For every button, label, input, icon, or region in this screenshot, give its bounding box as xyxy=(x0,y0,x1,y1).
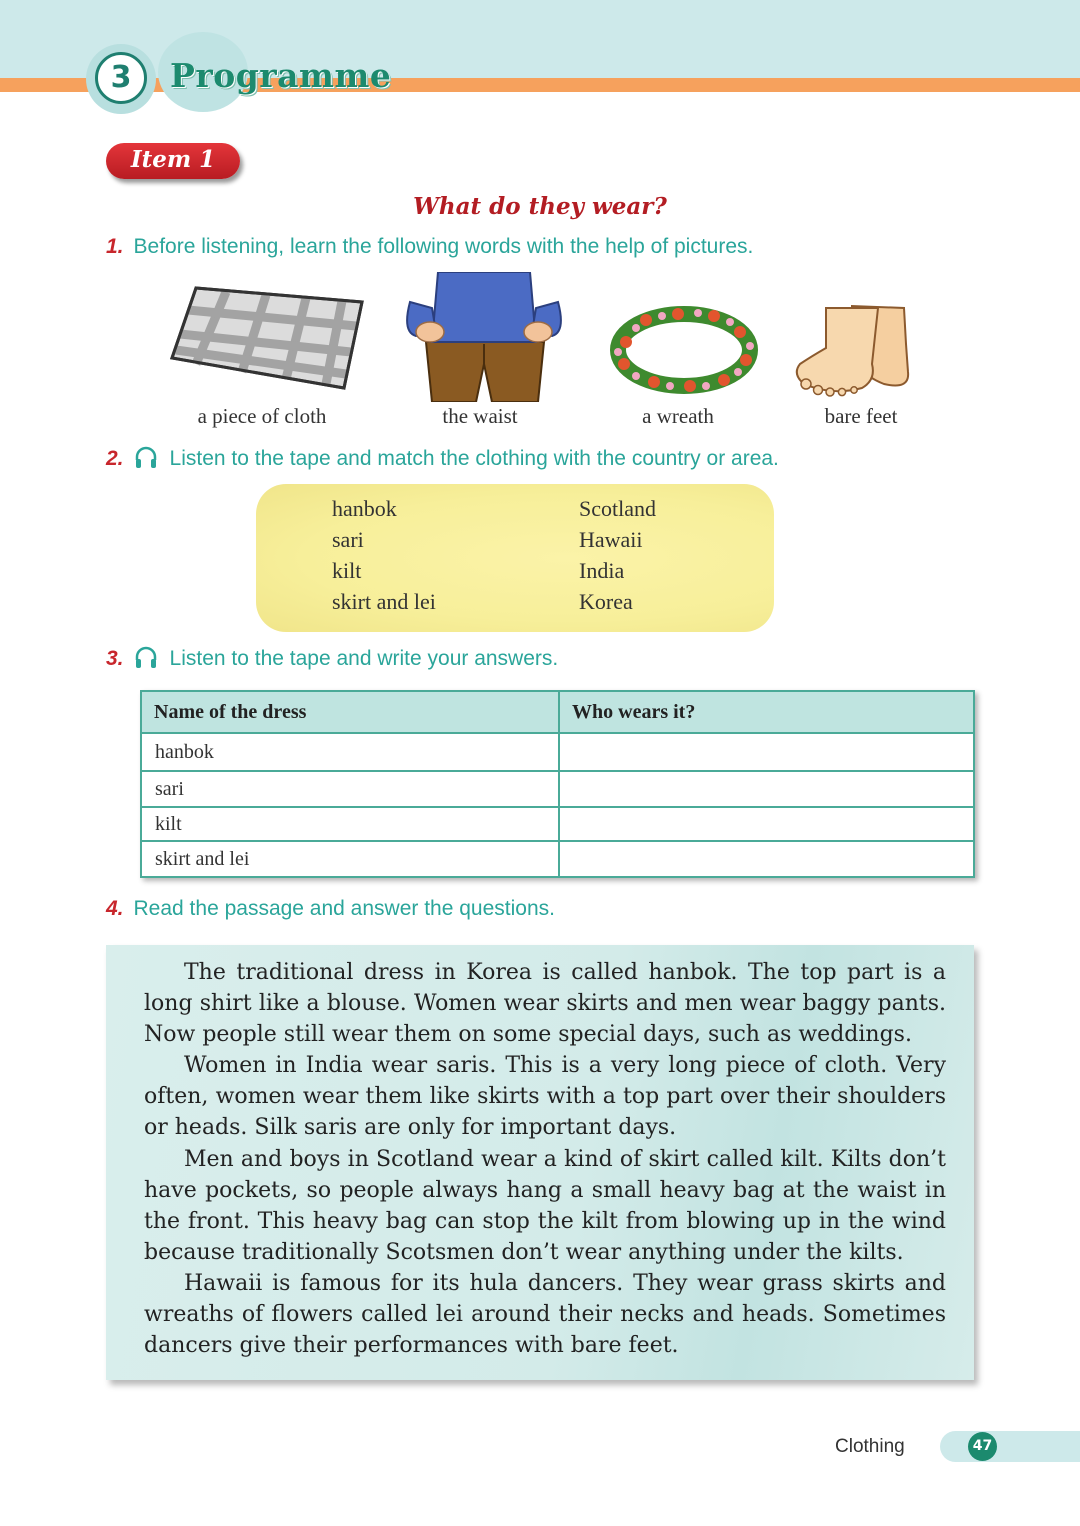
task-text: Read the passage and answer the questions. xyxy=(133,897,555,920)
clothing-column xyxy=(332,493,436,617)
match-item[interactable]: India xyxy=(579,558,625,583)
column-header: Name of the dress xyxy=(141,691,559,733)
table-header-row xyxy=(141,691,974,733)
match-item[interactable]: kilt xyxy=(332,558,362,583)
match-item[interactable]: Korea xyxy=(579,589,633,614)
headphones-icon xyxy=(134,446,158,470)
table-row xyxy=(141,841,974,877)
match-item[interactable]: sari xyxy=(332,527,364,552)
item-tag: Item 1 xyxy=(106,143,240,179)
task-1 xyxy=(106,235,753,259)
wreath-icon xyxy=(606,302,762,398)
answer-cell[interactable] xyxy=(559,733,974,771)
answer-cell[interactable] xyxy=(559,771,974,807)
table-row xyxy=(141,771,974,807)
answer-table xyxy=(140,690,975,878)
picture-caption: the waist xyxy=(442,404,518,428)
answer-cell[interactable] xyxy=(559,841,974,877)
task-number: 2. xyxy=(106,447,124,470)
task-4 xyxy=(106,897,555,921)
places-column xyxy=(579,493,656,617)
passage-paragraph: Men and boys in Scotland wear a kind of skirt called kilt. Kilts don’t have pockets, so people always hang a small heavy bag at the waist in the front. This heavy bag can stop the kilt from blowing up in the wind because traditionally Scotsmen don’t wear anything under the kilts. xyxy=(144,1146,946,1265)
task-text: Listen to the tape and match the clothing with the country or area. xyxy=(169,447,779,470)
unit-number-badge: 3 xyxy=(95,52,147,104)
match-item[interactable]: Hawaii xyxy=(579,527,643,552)
dress-name-cell: kilt xyxy=(141,807,559,841)
matching-box xyxy=(256,484,774,632)
answer-cell[interactable] xyxy=(559,807,974,841)
waist-icon xyxy=(402,272,566,402)
column-header: Who wears it? xyxy=(559,691,974,733)
passage-body xyxy=(144,957,946,1361)
task-number: 4. xyxy=(106,897,124,920)
dress-name-cell: sari xyxy=(141,771,559,807)
table-row xyxy=(141,807,974,841)
picture-caption: a wreath xyxy=(642,404,714,428)
page-number: 47 xyxy=(968,1432,997,1461)
passage-paragraph: Hawaii is famous for its hula dancers. They wear grass skirts and wreaths of flowers called lei around their necks and heads. Sometimes dancers give their performances with bare feet. xyxy=(144,1270,946,1359)
picture-caption: a piece of cloth xyxy=(197,404,327,428)
passage-paragraph: Women in India wear saris. This is a very long piece of cloth. Very often, women wear them like skirts with a top part over their shoulders or heads. Silk saris are only for important days. xyxy=(144,1053,946,1141)
task-number: 1. xyxy=(106,235,124,258)
task-text: Listen to the tape and write your answers. xyxy=(169,647,559,670)
subtitle: What do they wear? xyxy=(413,193,667,220)
match-item[interactable]: skirt and lei xyxy=(332,589,436,614)
task-3 xyxy=(106,646,558,671)
section-title: Programme xyxy=(170,56,392,95)
match-item[interactable]: hanbok xyxy=(332,496,397,521)
task-text: Before listening, learn the following words with the help of pictures. xyxy=(133,235,754,258)
passage-paragraph: The traditional dress in Korea is called hanbok. The top part is a long shirt like a blouse. Women wear skirts and men wear baggy pants. Now people still wear them on some special days, such as weddings. xyxy=(144,960,946,1048)
dress-name-cell: hanbok xyxy=(141,733,559,771)
feet-icon xyxy=(792,304,914,400)
chapter-name: Clothing xyxy=(835,1436,905,1457)
headphones-icon xyxy=(134,646,158,670)
table-row xyxy=(141,733,974,771)
task-2 xyxy=(106,446,779,471)
footer-band xyxy=(940,1431,1080,1462)
cloth-icon xyxy=(166,280,366,400)
task-number: 3. xyxy=(106,647,124,670)
dress-name-cell: skirt and lei xyxy=(141,841,559,877)
reading-passage xyxy=(106,945,974,1380)
match-item[interactable]: Scotland xyxy=(579,496,656,521)
picture-caption: bare feet xyxy=(824,404,898,428)
